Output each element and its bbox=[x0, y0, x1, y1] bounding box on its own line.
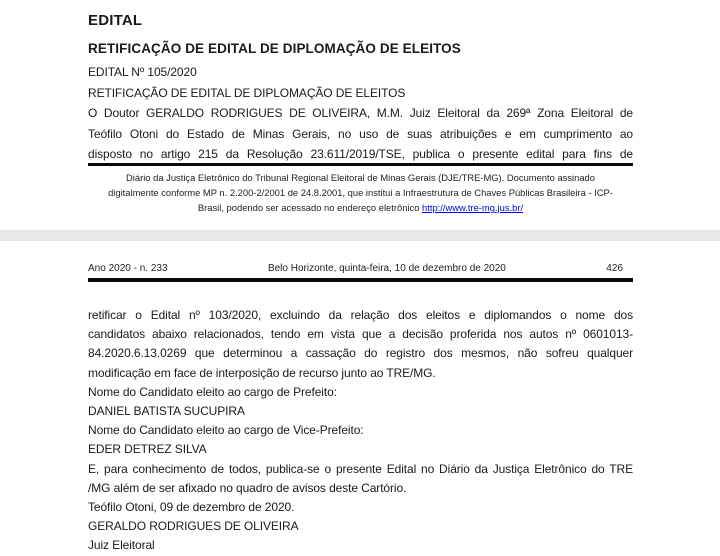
candidate-role-label-prefeito: Nome do Candidato eleito ao cargo de Prefeito: bbox=[88, 384, 337, 399]
document-heading: RETIFICAÇÃO DE EDITAL DE DIPLOMAÇÃO DE ELEITOS bbox=[88, 41, 461, 56]
gazette-page-number: 426 bbox=[606, 263, 623, 274]
signature-note-line bbox=[88, 200, 633, 215]
body-line: E, para conhecimento de todos, publica-se o presente Edital no Diário da Justiça Eletrônico do TRE bbox=[88, 461, 633, 476]
page-header-rule bbox=[88, 278, 633, 282]
body-line: retificar o Edital nº 103/2020, excluindo da relação dos eleitos e diplomandos o nome dos bbox=[88, 308, 633, 322]
candidate-role-label-vice-prefeito: Nome do Candidato eleito ao cargo de Vice-Prefeito: bbox=[88, 423, 364, 438]
body-line: /MG além de ser afixado no quadro de avisos deste Cartório. bbox=[88, 480, 407, 495]
body-line: candidatos abaixo relacionados, tendo em vista que a decisão proferida nos autos nº 0601013- bbox=[88, 327, 633, 342]
gazette-edition: Ano 2020 - n. 233 bbox=[88, 263, 168, 274]
signatory-role: Juiz Eleitoral bbox=[88, 538, 155, 553]
candidate-name-prefeito: DANIEL BATISTA SUCUPIRA bbox=[88, 404, 245, 419]
place-date-line: Teófilo Otoni, 09 de dezembro de 2020. bbox=[88, 500, 295, 515]
candidate-name-vice-prefeito: EDER DETREZ SILVA bbox=[88, 442, 207, 457]
gazette-signature-note bbox=[88, 170, 633, 215]
edital-number-line: EDITAL Nº 105/2020 bbox=[88, 65, 197, 79]
signature-note-line: Diário da Justiça Eletrônico do Tribunal Regional Eleitoral de Minas Gerais (DJE/TRE-MG). Documento assinado bbox=[126, 172, 595, 183]
page2-body bbox=[88, 306, 633, 556]
gazette-date-line: Belo Horizonte, quinta-feira, 10 de dezembro de 2020 bbox=[267, 263, 506, 274]
page1-body bbox=[88, 62, 633, 165]
body-line: 84.2020.6.13.0269 que determinou a cassação do registro dos mesmos, não sofreu qualquer bbox=[88, 346, 633, 361]
page-separator-band bbox=[0, 230, 720, 241]
body-line: modificação em face de interposição de recurso junto ao TRE/MG. bbox=[88, 365, 436, 380]
signature-note-text: Brasil, podendo ser acessado no endereço eletrônico bbox=[197, 202, 423, 213]
signatory-name: GERALDO RODRIGUES DE OLIVEIRA bbox=[88, 519, 299, 534]
page-footer-rule bbox=[88, 163, 633, 166]
body-line: O Doutor GERALDO RODRIGUES DE OLIVEIRA, M.M. Juiz Eleitoral da 269ª Zona Eleitoral de bbox=[88, 106, 633, 121]
signature-note-line: digitalmente conforme MP n. 2.200-2/2001 de 24.8.2001, que institui a Infraestrutura de Chaves Públicas Brasileira - ICP- bbox=[108, 187, 613, 198]
edital-subject-line: RETIFICAÇÃO DE EDITAL DE DIPLOMAÇÃO DE ELEITOS bbox=[88, 85, 406, 100]
tre-mg-website-link[interactable]: http://www.tre-mg.jus.br/ bbox=[422, 202, 524, 213]
document-title: EDITAL bbox=[88, 12, 143, 29]
body-line: Teófilo Otoni do Estado de Minas Gerais, no uso de suas atribuições e em cumprimento ao bbox=[88, 126, 633, 141]
body-line: disposto no artigo 215 da Resolução 23.611/2019/TSE, publica o presente edital para fins de bbox=[88, 147, 633, 162]
gazette-page-header bbox=[88, 263, 633, 274]
